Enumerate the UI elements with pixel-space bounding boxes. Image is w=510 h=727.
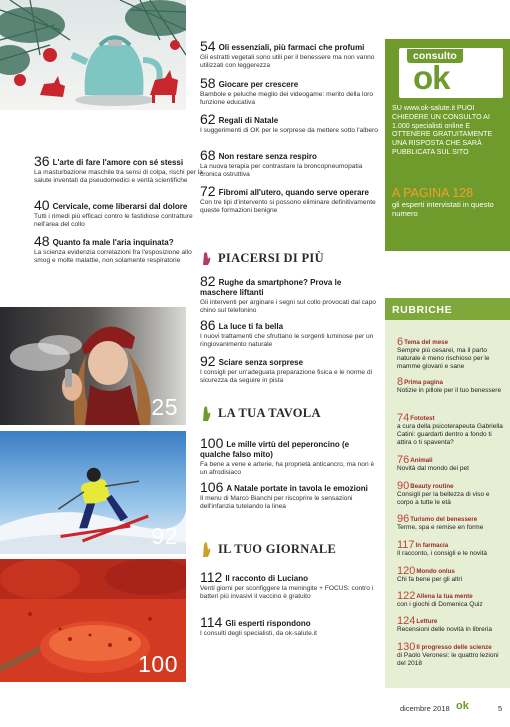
consulto-text[interactable]: SU www.ok-salute.it PUOI CHIEDERE UN CONSULTO AI 1.000 specialisti online E OTTENERE GRATUITAMENTE UNA RISPOSTA CHE SARÀ PUBBLICATA SUL SITO [392, 104, 493, 156]
toc-entry-58[interactable]: 58 Giocare per crescere Bambole e peluche meglio dei videogame: merito della loro funzione educativa [200, 75, 374, 107]
chili-pepper-photo [0, 559, 186, 682]
footer-ok-logo: ok [456, 700, 469, 712]
rubrica-item-122[interactable]: 122Allena la tua mente con i giochi di Domenica Quiz [397, 590, 483, 608]
smoking-woman-photo [0, 307, 186, 425]
rubrica-item-74[interactable]: 74Fototest a cura della psicoterapeuta Gabriella Catini: guardarti dentro a fondo ti attira o ti spaventa? [397, 412, 503, 447]
toc-entry-48[interactable]: 48 Quanto fa male l'aria inquinata? La scienza evidenzia correlazioni fra l'esposizione allo smog e molte malattie, non solamente respiratorie [34, 233, 192, 265]
toc-entry-54[interactable]: 54 Oli essenziali, più farmaci che profumi Gli estratti vegetali sono utili per il benessere ma non vanno utilizzati con leggerezza [200, 38, 375, 70]
section-header-tavola: LA TUA TAVOLA [200, 404, 321, 422]
toc-entry-72[interactable]: 72 Fibromi all'utero, quando serve operare Con tre tipi d'intervento si possono eliminare definitivamente queste formazioni benigne [200, 183, 376, 215]
rubriche-header: RUBRICHE [385, 298, 510, 320]
section-icon [200, 404, 212, 422]
toc-entry-100[interactable]: 100 Le mille virtù del peperoncino (e qualche falso mito) Fa bene a vene e arterie, ha proprietà anticancro, ma non è un afrodisiaco [200, 435, 375, 477]
toc-entry-82[interactable]: 82 Rughe da smartphone? Prova le maschere liftanti Gli interventi per arginare i segni sul collo provocati dal capo chino sul telefonino [200, 273, 376, 315]
toc-entry-86[interactable]: 86 La luce ti fa bella I nuovi trattamenti che sfruttano le sorgenti luminose per un ringiovanimento naturale [200, 317, 374, 349]
consulto-subtitle: gli esperti intervistati in questo numero [392, 200, 494, 219]
rubrica-item-117[interactable]: 117In farmacia Il racconto, i consigli e le novità [397, 539, 487, 557]
page-number: 5 [498, 704, 503, 713]
christmas-kettle-photo [0, 0, 186, 110]
toc-entry-40[interactable]: 40 Cervicale, come liberarsi dal dolore Tutti i rimedi più efficaci contro le fastidiose contratture nell'area del collo [34, 197, 193, 229]
section-header-piacersi: PIACERSI DI PIÙ [200, 250, 324, 266]
rubrica-item-124[interactable]: 124Letture Recensioni delle novità in libreria [397, 615, 493, 633]
toc-entry-68[interactable]: 68 Non restare senza respiro La nuova terapia per contrastare la broncopneumopatia cronica ostruttiva [200, 147, 363, 179]
skier-photo [0, 431, 186, 554]
consulto-page: A PAGINA 128 [392, 186, 474, 200]
rubrica-item-96[interactable]: 96Turismo del benessere Terme, spa e remise en forme [397, 513, 484, 531]
photo-page-number: 100 [138, 651, 178, 677]
toc-entry-106[interactable]: 106 A Natale portate in tavola le emozioni Il menu di Marco Bianchi per riscoprire le sensazioni dell'infanzia tutelando la linea [200, 479, 368, 511]
rubrica-item-8[interactable]: 8Prima pagina Notizie in pillole per il tuo benessere [397, 376, 502, 394]
footer-date: dicembre 2018 [400, 704, 450, 713]
section-header-giornale: IL TUO GIORNALE [200, 540, 336, 558]
ok-logo: ok [413, 59, 450, 96]
photo-page-number: 25 [151, 394, 178, 420]
rubrica-item-120[interactable]: 120Mondo onlus Chi fa bene per gli altri [397, 565, 463, 583]
section-icon [200, 540, 212, 558]
toc-entry-62[interactable]: 62 Regali di Natale I suggerimenti di OK per le sorprese da mettere sotto l'albero [200, 111, 378, 134]
section-icon [200, 250, 212, 266]
rubrica-item-76[interactable]: 76Animali Novità dal mondo dei pet [397, 454, 469, 472]
toc-entry-36[interactable]: 36 L'arte di fare l'amore con sé stessi La masturbazione maschile tra sensi di colpa, rischi per la salute inventati da pseudomedici e verità scientifiche [34, 153, 203, 185]
photo-page-number: 92 [151, 523, 178, 549]
toc-entry-114[interactable]: 114 Gli esperti rispondono I consulti degli specialisti, da ok-salute.it [200, 614, 317, 637]
consulto-label: consulto [407, 49, 463, 63]
toc-entry-112[interactable]: 112 Il racconto di Luciano Venti giorni per sconfiggere la meningite + FOCUS: contro i batteri più invasivi il vaccino è gratuito [200, 569, 374, 601]
rubrica-item-130[interactable]: 130Il progresso delle scienze di Paolo Veronesi: le quattro lezioni del 2018 [397, 641, 499, 668]
rubrica-item-6[interactable]: 6Tema del mese Sempre più cesarei, ma il parto naturale è meno rischioso per le mamme giovani e sane [397, 336, 490, 371]
rubrica-item-90[interactable]: 90Beauty routine Consigli per la bellezza di viso e corpo a tutte le età [397, 480, 490, 507]
toc-entry-92[interactable]: 92 Sciare senza sorprese I consigli per un'adeguata preparazione fisica e le norme di sicurezza da seguire in pista [200, 353, 373, 385]
